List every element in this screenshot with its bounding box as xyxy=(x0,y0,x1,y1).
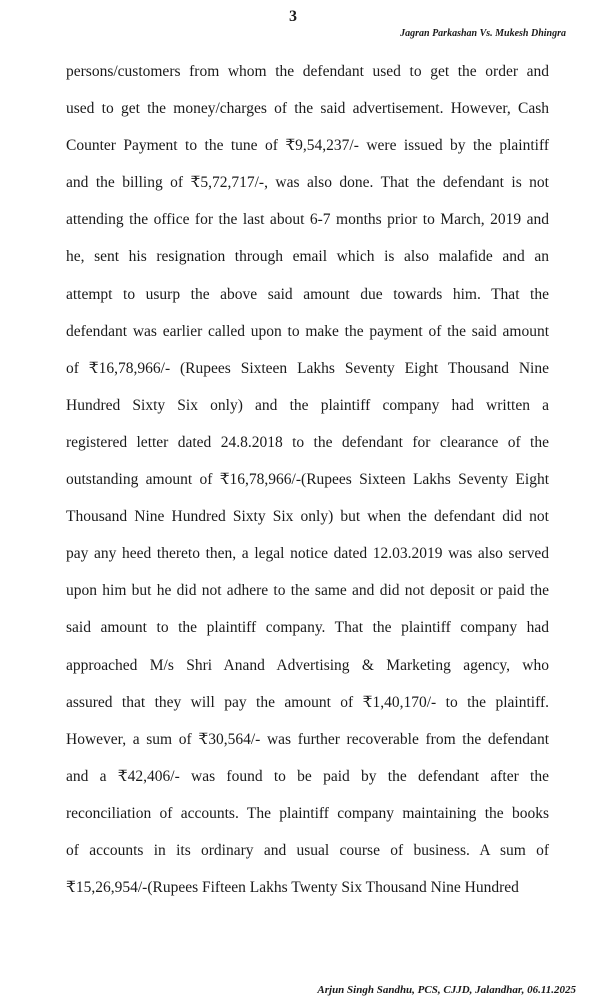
text-line: upon him but he did not adhere to the same and did not deposit or paid the xyxy=(66,582,549,600)
text-line: said amount to the plaintiff company. That the plaintiff company had xyxy=(66,619,549,637)
text-line: of accounts in its ordinary and usual course of business. A sum of xyxy=(66,841,549,859)
page-number: 3 xyxy=(289,8,297,25)
case-title: Jagran Parkashan Vs. Mukesh Dhingra xyxy=(400,28,566,39)
text-line: approached M/s Shri Anand Advertising & Marketing agency, who xyxy=(66,656,549,674)
text-line: Counter Payment to the tune of ₹9,54,237/- were issued by the plaintiff xyxy=(66,137,549,155)
text-line: ₹15,26,954/-(Rupees Fifteen Lakhs Twenty Six Thousand Nine Hundred xyxy=(66,879,519,897)
text-line: registered letter dated 24.8.2018 to the defendant for clearance of the xyxy=(66,433,549,451)
signature-footer: Arjun Singh Sandhu, PCS, CJJD, Jalandhar, 06.11.2025 xyxy=(317,984,576,996)
text-line: pay any heed thereto then, a legal notice dated 12.03.2019 was also served xyxy=(66,545,549,563)
text-line: defendant was earlier called upon to make the payment of the said amount xyxy=(66,322,549,340)
text-line: of ₹16,78,966/- (Rupees Sixteen Lakhs Seventy Eight Thousand Nine xyxy=(66,359,549,377)
text-line: he, sent his resignation through email which is also malafide and an xyxy=(66,248,549,266)
text-line: Hundred Sixty Six only) and the plaintiff company had written a xyxy=(66,396,549,414)
text-line: attempt to usurp the above said amount due towards him. That the xyxy=(66,285,549,303)
text-line: persons/customers from whom the defendant used to get the order and xyxy=(66,63,549,80)
text-line: However, a sum of ₹30,564/- was further recoverable from the defendant xyxy=(66,730,549,748)
text-line: Thousand Nine Hundred Sixty Six only) but when the defendant did not xyxy=(66,508,549,526)
text-line: outstanding amount of ₹16,78,966/-(Rupees Sixteen Lakhs Seventy Eight xyxy=(66,471,549,489)
text-line: and a ₹42,406/- was found to be paid by the defendant after the xyxy=(66,767,549,785)
text-line: reconciliation of accounts. The plaintiff company maintaining the books xyxy=(66,804,549,822)
text-line: assured that they will pay the amount of ₹1,40,170/- to the plaintiff. xyxy=(66,693,549,711)
text-line: and the billing of ₹5,72,717/-, was also done. That the defendant is not xyxy=(66,174,549,192)
text-line: attending the office for the last about 6-7 months prior to March, 2019 and xyxy=(66,211,549,229)
text-line: used to get the money/charges of the said advertisement. However, Cash xyxy=(66,100,549,118)
judgment-body-text xyxy=(66,57,549,910)
